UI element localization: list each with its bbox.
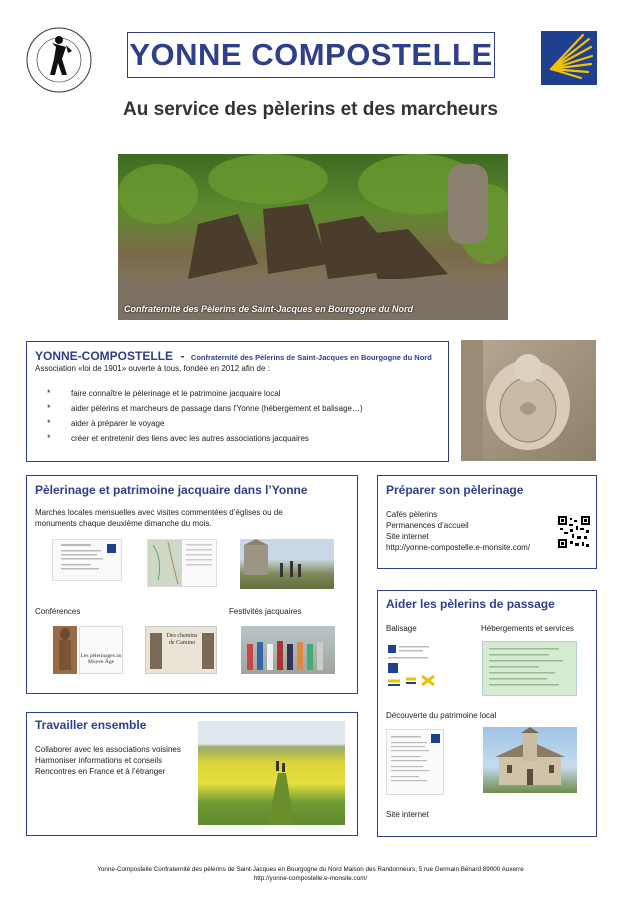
aider-box: [377, 590, 597, 837]
patrimoine-box: [26, 475, 358, 694]
preparer-line-cafes: Cafés pèlerins: [386, 510, 438, 519]
decouverte-label: Découverte du patrimoine local: [386, 711, 497, 720]
travailler-line-harmoniser: Harmoniser informations et conseils: [35, 756, 163, 765]
association-name: YONNE-COMPOSTELLE: [35, 349, 174, 363]
footer-address: Yonne-Compostelle Confraternité des pèlerins de Saint-Jacques en Bourgogne du Nord Maison des Randonneurs, 5 rue Germain Bénard 89000 Auxerre: [97, 866, 524, 873]
preparer-heading: Préparer son pèlerinage: [386, 483, 524, 497]
list-item: * aider pèlerins et marcheurs de passage dans l'Yonne (hébergement et balisage…): [47, 403, 363, 413]
festivites-label: Festivités jacquaires: [229, 607, 302, 616]
travailler-line-collaborer: Collaborer avec les associations voisines: [35, 745, 181, 754]
patrimoine-document: [386, 729, 444, 795]
travailler-box: [26, 712, 358, 836]
list-item: * faire connaître le pèlerinage et le patrimoine jacquaire local: [47, 388, 281, 398]
qr-code: [558, 516, 590, 548]
association-logo: [22, 25, 96, 95]
stone-carving-photo: [461, 340, 596, 461]
conference-poster-2: Des chemins de Camino: [145, 626, 217, 674]
travailler-line-rencontres: Rencontres en France et à l’étranger: [35, 767, 166, 776]
patrimoine-text: Marches locales mensuelles avec visites commentées d’églises ou de monuments chaque deuxième dimanche du mois.: [35, 508, 283, 528]
association-goals: [39, 388, 439, 448]
scallop-shell-icon: [541, 31, 597, 85]
map-document: [147, 539, 217, 587]
preparer-url[interactable]: http://yonne-compostelle.e-monsite.com/: [386, 543, 531, 552]
rapeseed-field-photo: [198, 721, 345, 825]
balisage-label: Balisage: [386, 624, 417, 633]
travailler-heading: Travailler ensemble: [35, 718, 147, 732]
hero-caption: Confraternité des Pèlerins de Saint-Jacques en Bourgogne du Nord: [124, 304, 414, 314]
preparer-box: [377, 475, 597, 569]
invitation-document: [52, 539, 122, 581]
hero-photo-boots: [118, 154, 508, 320]
site-internet-label: Site internet: [386, 810, 429, 819]
preparer-line-permanences: Permanences d’accueil: [386, 521, 469, 530]
association-box: [26, 341, 449, 462]
hebergements-label: Hébergements et services: [481, 624, 574, 633]
association-full-name: Confraternité des Pèlerins de Saint-Jacques en Bourgogne du Nord: [190, 353, 432, 362]
list-item: * créer et entretenir des liens avec les autres associations jacquaires: [47, 433, 309, 443]
page-title: YONNE COMPOSTELLE: [127, 32, 495, 78]
list-item: * aider à préparer le voyage: [47, 418, 165, 428]
church-photo: [483, 727, 577, 793]
church-walk-photo: [240, 539, 334, 589]
knight-statue-photo: [53, 626, 77, 674]
group-photo: [241, 626, 335, 674]
page-subtitle: Au service des pèlerins et des marcheurs: [123, 99, 498, 120]
balisage-signs: [386, 643, 448, 689]
preparer-line-site: Site internet: [386, 532, 429, 541]
patrimoine-heading: Pèlerinage et patrimoine jacquaire dans l’Yonne: [35, 483, 308, 497]
hebergements-document: [482, 641, 577, 696]
aider-heading: Aider les pèlerins de passage: [386, 597, 555, 611]
conferences-label: Conférences: [35, 607, 81, 616]
conference-poster: Les pèlerinages au Moyen Âge: [79, 626, 123, 674]
association-dash: -: [180, 349, 185, 363]
footer-url[interactable]: http://yonne-compostelle.e-monsite.com/: [253, 875, 368, 882]
association-intro: Association «loi de 1901» ouverte à tous, fondée en 2012 afin de :: [35, 364, 270, 373]
